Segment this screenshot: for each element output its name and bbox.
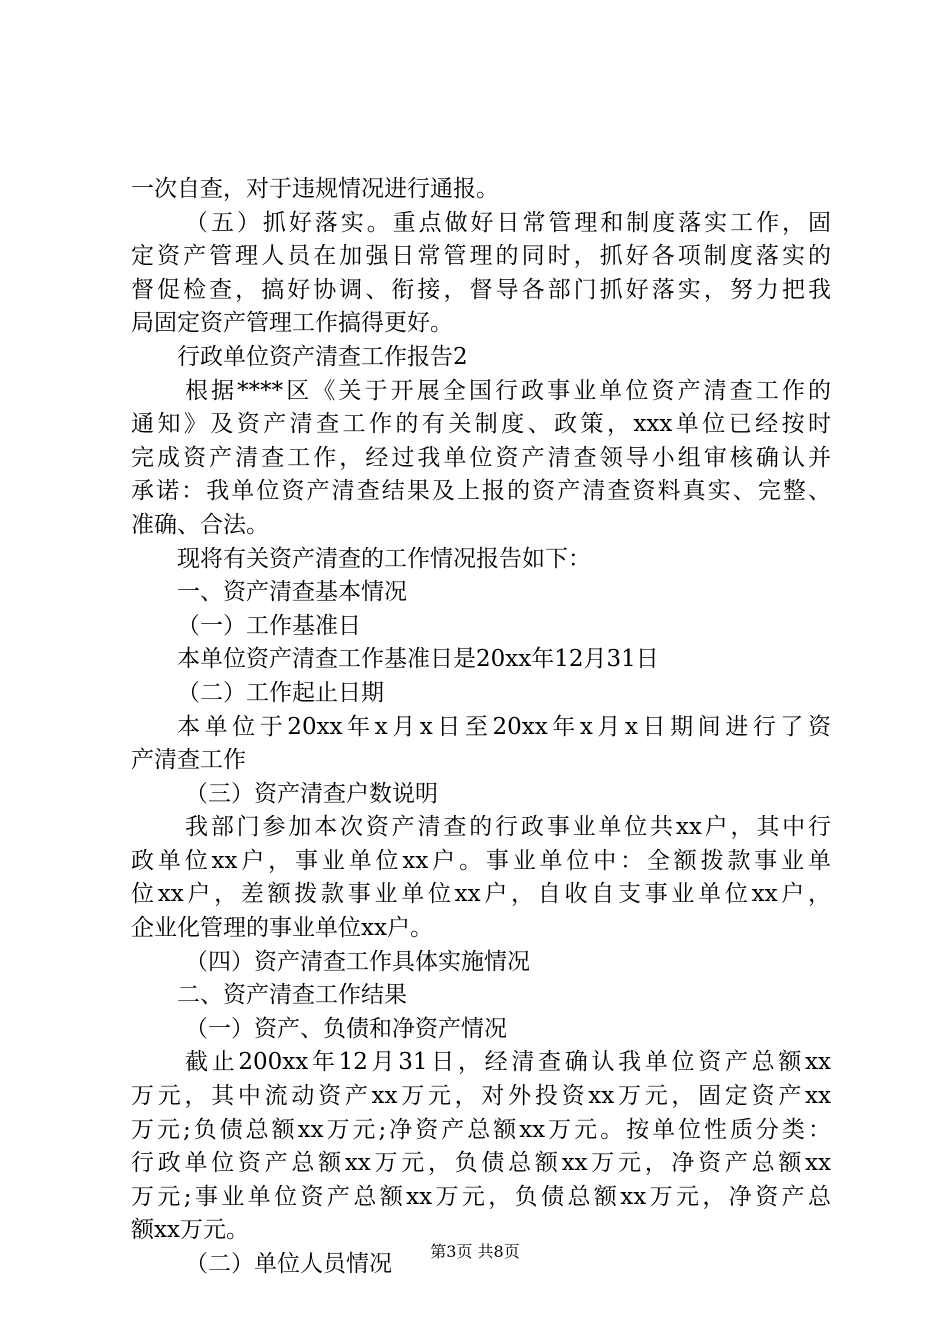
- subsection-heading: （二）工作起止日期: [177, 679, 384, 706]
- text-line: 我部门参加本次资产清查的行政事业单位共xx户，其中行: [185, 814, 831, 841]
- subsection-heading: （三）资产清查户数说明: [185, 780, 438, 807]
- text-line: 通知》及资产清查工作的有关制度、政策，xxx单位已经按时: [131, 411, 831, 438]
- subsection-heading: （二）单位人员情况: [185, 1251, 392, 1277]
- text-line: 本单位于20xx年x月x日至20xx年x月x日期间进行了资: [177, 713, 831, 740]
- text-line: 额xx万元。: [131, 1217, 249, 1244]
- text-line: 根据****区《关于开展全国行政事业单位资产清查工作的: [185, 377, 831, 404]
- text-line: （五）抓好落实。重点做好日常管理和制度落实工作，固: [185, 209, 831, 236]
- text-line: 局固定资产管理工作搞得更好。: [131, 310, 453, 337]
- subsection-heading: （四）资产清查工作具体实施情况: [185, 948, 530, 975]
- section-heading: 行政单位资产清查工作报告2: [177, 343, 468, 370]
- text-line: 现将有关资产清查的工作情况报告如下：: [177, 545, 591, 572]
- text-line: 行政单位资产总额xx万元，负债总额xx万元，净资产总额xx: [131, 1150, 831, 1177]
- text-line: 截止200xx年12月31日，经清查确认我单位资产总额xx: [185, 1049, 831, 1076]
- text-line: 定资产管理人员在加强日常管理的同时，抓好各项制度落实的: [131, 243, 831, 270]
- text-line: 万元;事业单位资产总额xx万元，负债总额xx万元，净资产总: [131, 1183, 831, 1210]
- text-line: 承诺：我单位资产清查结果及上报的资产清查资料真实、完整、: [131, 478, 831, 505]
- text-line: 一次自查，对于违规情况进行通报。: [131, 176, 499, 202]
- text-line: 产清查工作: [131, 747, 246, 774]
- section-heading: 二、资产清查工作结果: [177, 982, 407, 1009]
- text-line: 完成资产清查工作，经过我单位资产清查领导小组审核确认并: [131, 444, 831, 471]
- text-line: 准确、合法。: [131, 511, 269, 538]
- text-line: 政单位xx户，事业单位xx户。事业单位中：全额拨款事业单: [131, 847, 831, 874]
- text-line: 位xx户，差额拨款事业单位xx户，自收自支事业单位xx户，: [131, 881, 831, 908]
- section-heading: 一、资产清查基本情况: [177, 579, 407, 606]
- page-number-footer: 第3页 共8页: [430, 1242, 520, 1261]
- subsection-heading: （一）工作基准日: [177, 612, 361, 639]
- text-line: 督促检查，搞好协调、衔接，督导各部门抓好落实，努力把我: [131, 276, 831, 303]
- text-line: 万元;负债总额xx万元;净资产总额xx万元。按单位性质分类：: [131, 1116, 831, 1143]
- subsection-heading: （一）资产、负债和净资产情况: [185, 1015, 507, 1042]
- text-line: 企业化管理的事业单位xx户。: [131, 915, 433, 942]
- text-line: 万元，其中流动资产xx万元，对外投资xx万元，固定资产xx: [131, 1083, 831, 1110]
- document-body: [131, 173, 831, 1282]
- text-line: 本单位资产清查工作基准日是20xx年12月31日: [177, 646, 659, 673]
